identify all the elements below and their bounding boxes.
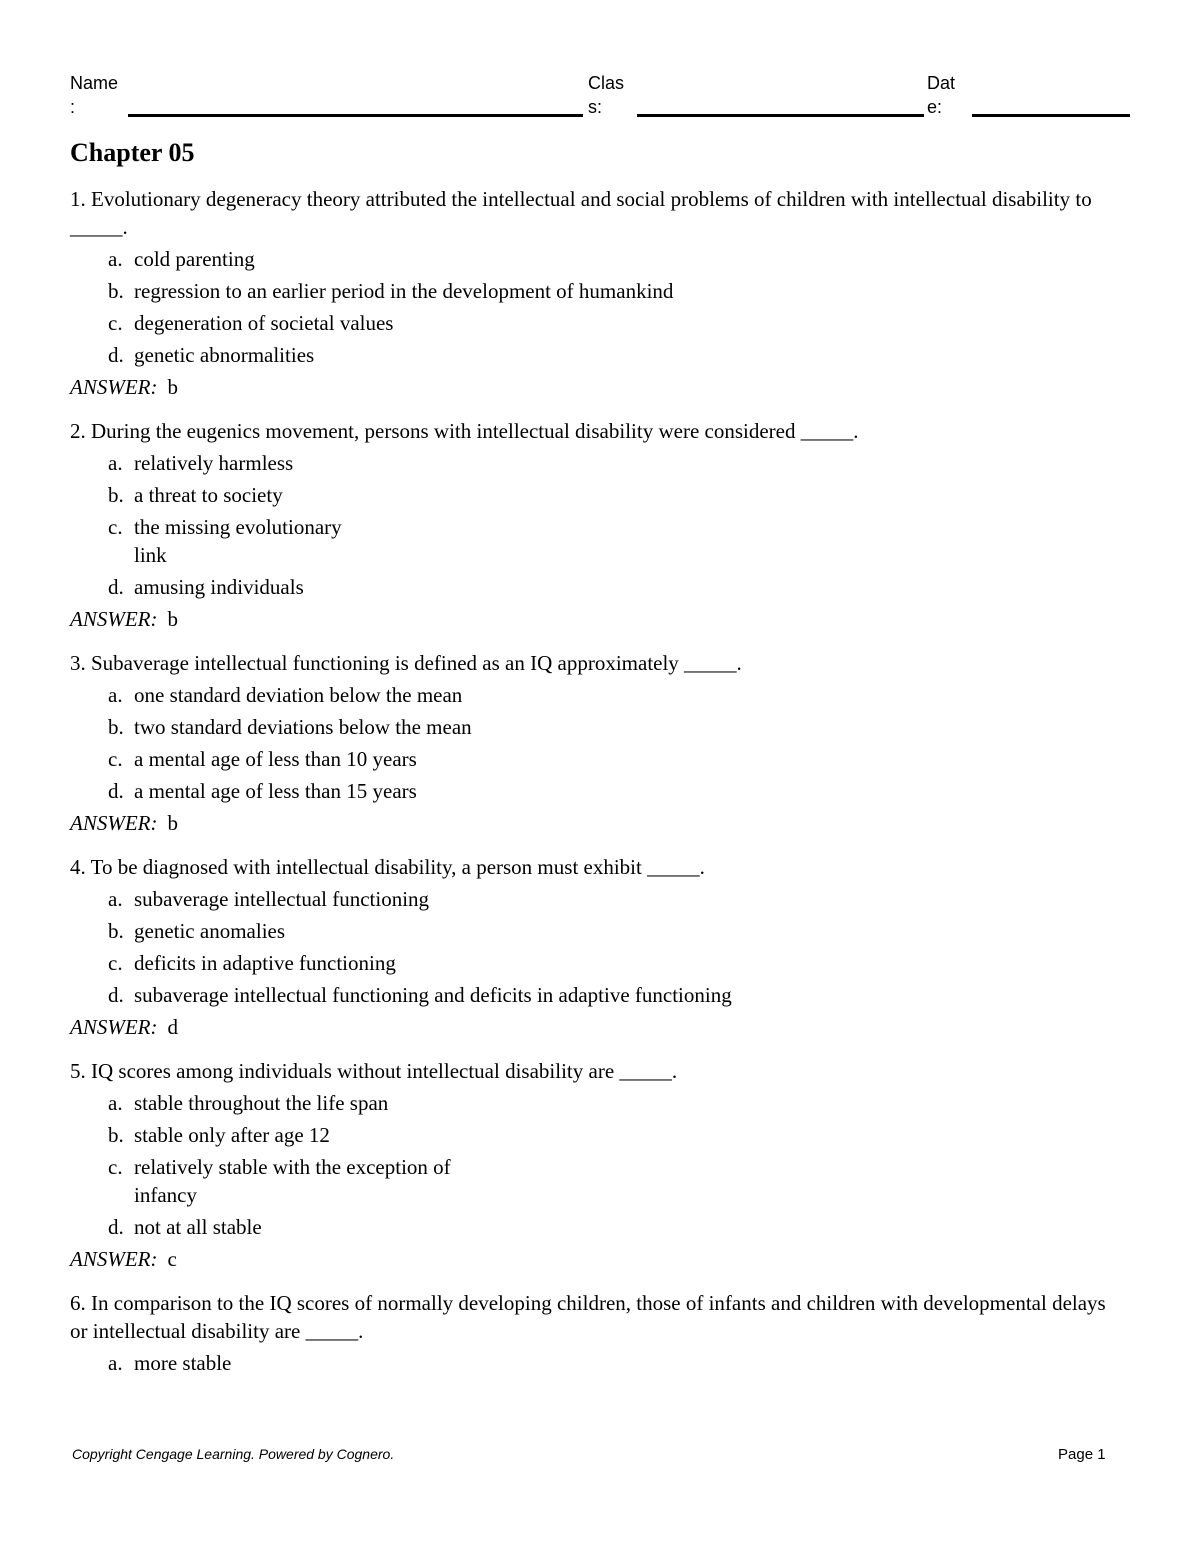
option-letter: c. (108, 747, 123, 771)
option-letter: c. (108, 1155, 123, 1179)
answer-line (70, 809, 1130, 837)
answer-label: ANSWER: (70, 1015, 158, 1039)
option-letter: a. (108, 1351, 123, 1375)
option-letter: b. (108, 483, 124, 507)
option-text: subaverage intellectual functioning (134, 887, 430, 911)
answer-line (70, 373, 1130, 401)
option-d (108, 341, 1130, 369)
answer-label: ANSWER: (70, 607, 158, 631)
option-c (108, 745, 1130, 773)
option-a (108, 449, 1130, 477)
question-stem: 5. IQ scores among individuals without intellectual disability are _____. (70, 1059, 678, 1083)
option-text: the missing evolutionary link (134, 515, 342, 567)
question-3 (70, 649, 1130, 837)
option-a (108, 1349, 1130, 1377)
answer-line (70, 1245, 1130, 1273)
option-b (108, 481, 1130, 509)
option-letter: a. (108, 683, 123, 707)
class-field-line[interactable] (637, 114, 924, 117)
option-letter: a. (108, 451, 123, 475)
option-a (108, 245, 1130, 273)
option-letter: d. (108, 983, 124, 1007)
answer-value: c (167, 1247, 177, 1271)
option-text: regression to an earlier period in the development of humankind (134, 279, 674, 303)
option-text: subaverage intellectual functioning and deficits in adaptive functioning (134, 983, 732, 1007)
option-b (108, 713, 1130, 741)
option-a (108, 681, 1130, 709)
date-label: Dat e: (927, 73, 956, 117)
name-field-line[interactable] (128, 114, 583, 117)
question-1 (70, 185, 1130, 401)
option-text: two standard deviations below the mean (134, 715, 472, 739)
question-list (70, 185, 1130, 1393)
option-letter: b. (108, 279, 124, 303)
question-2 (70, 417, 1130, 633)
option-text: genetic anomalies (134, 919, 286, 943)
option-letter: a. (108, 247, 123, 271)
date-field-line[interactable] (972, 114, 1130, 117)
option-letter: d. (108, 343, 124, 367)
answer-label: ANSWER: (70, 375, 158, 399)
option-b (108, 277, 1130, 305)
option-letter: b. (108, 715, 124, 739)
option-letter: b. (108, 919, 124, 943)
question-6 (70, 1289, 1130, 1377)
question-stem: 3. Subaverage intellectual functioning is defined as an IQ approximately _____. (70, 651, 742, 675)
option-letter: c. (108, 515, 123, 539)
option-letter: c. (108, 951, 123, 975)
answer-value: d (167, 1015, 178, 1039)
name-label: Name : (70, 73, 119, 117)
option-text: a mental age of less than 15 years (134, 779, 417, 803)
question-stem: 4. To be diagnosed with intellectual disability, a person must exhibit _____. (70, 855, 705, 879)
question-stem: 2. During the eugenics movement, persons with intellectual disability were considered _____. (70, 419, 859, 443)
option-letter: d. (108, 575, 124, 599)
option-b (108, 1121, 1130, 1149)
answer-line (70, 605, 1130, 633)
option-text: a threat to society (134, 483, 283, 507)
option-c (108, 949, 1130, 977)
answer-value: b (167, 375, 178, 399)
option-c (108, 309, 1130, 337)
option-text: deficits in adaptive functioning (134, 951, 396, 975)
class-label: Clas s: (588, 73, 625, 117)
option-d (108, 981, 1130, 1009)
option-b (108, 917, 1130, 945)
option-letter: c. (108, 311, 123, 335)
option-d (108, 777, 1130, 805)
option-text: not at all stable (134, 1215, 262, 1239)
option-d (108, 1213, 1130, 1241)
option-letter: d. (108, 1215, 124, 1239)
option-c (108, 513, 1130, 569)
option-text: stable only after age 12 (134, 1123, 330, 1147)
option-text: amusing individuals (134, 575, 304, 599)
option-text: cold parenting (134, 247, 255, 271)
option-d (108, 573, 1130, 601)
answer-label: ANSWER: (70, 1247, 158, 1271)
chapter-title: Chapter 05 (70, 138, 195, 167)
option-a (108, 1089, 1130, 1117)
footer-copyright: Copyright Cengage Learning. Powered by Cognero. (72, 1446, 395, 1462)
question-4 (70, 853, 1130, 1041)
option-a (108, 885, 1130, 913)
option-letter: a. (108, 1091, 123, 1115)
option-letter: b. (108, 1123, 124, 1147)
option-letter: d. (108, 779, 124, 803)
answer-label: ANSWER: (70, 811, 158, 835)
question-stem: 6. In comparison to the IQ scores of normally developing children, those of infants and children with developmental delays or intellectual disability are _____. (70, 1291, 1106, 1343)
option-text: genetic abnormalities (134, 343, 315, 367)
option-letter: a. (108, 887, 123, 911)
question-stem: 1. Evolutionary degeneracy theory attributed the intellectual and social problems of children with intellectual disability to _____. (70, 187, 1092, 239)
option-text: a mental age of less than 10 years (134, 747, 417, 771)
option-c (108, 1153, 1130, 1209)
option-text: more stable (134, 1351, 232, 1375)
question-5 (70, 1057, 1130, 1273)
option-text: stable throughout the life span (134, 1091, 389, 1115)
answer-line (70, 1013, 1130, 1041)
option-text: one standard deviation below the mean (134, 683, 463, 707)
option-text: relatively harmless (134, 451, 294, 475)
answer-value: b (167, 811, 178, 835)
answer-value: b (167, 607, 178, 631)
option-text: relatively stable with the exception of infancy (134, 1155, 451, 1207)
footer-page-number: Page 1 (1058, 1446, 1106, 1463)
option-text: degeneration of societal values (134, 311, 394, 335)
